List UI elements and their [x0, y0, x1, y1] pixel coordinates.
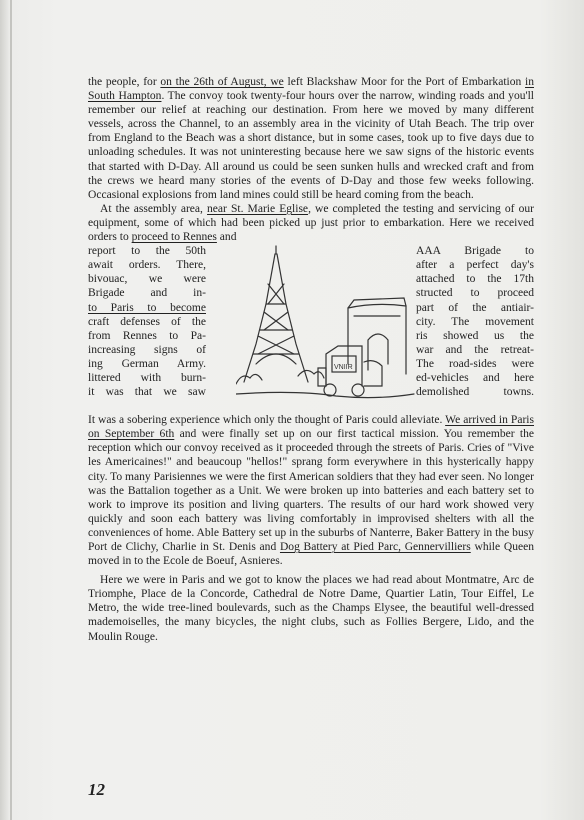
right-line: war and the retreat- — [416, 343, 534, 356]
underline-st-marie-eglise: near St. Marie Eglise — [207, 202, 309, 215]
right-line: part of the antiair- — [416, 301, 534, 314]
left-line: craft defenses of the — [88, 315, 206, 328]
underline-arrived-paris: We arrived in Paris on September 6th — [88, 414, 534, 441]
left-line: littered with burn- — [88, 371, 206, 384]
left-text-column — [88, 244, 206, 399]
right-text-column — [416, 244, 534, 399]
left-line: bivouac, we were — [88, 273, 206, 286]
left-line: Brigade and in- — [88, 287, 206, 300]
right-line: The road-sides were — [416, 357, 534, 370]
page-number: 12 — [88, 780, 105, 799]
left-line: to Paris to become — [88, 301, 206, 314]
right-line: after a perfect day's — [416, 259, 534, 272]
underline-dog-battery: Dog Battery at Pied Parc, Gennervilliers — [279, 540, 471, 553]
left-line: it was that we saw — [88, 386, 206, 399]
underline-south-hampton: in South Hampton — [88, 76, 534, 103]
right-line: AAA Brigade to — [416, 245, 534, 258]
body-text — [88, 75, 534, 644]
wrapped-text-with-illustration — [88, 244, 534, 413]
left-line: report to the 50th — [88, 245, 206, 258]
paragraph-3: It was a sobering experience which only the thought of Paris could alleviate. We arrived in Paris on September 6th and were finally set up on our first tactical mission. You remember the reception which our convoy received as it proceeded through the streets of Paris. Cries of "Vive les Americaines!" and beaucoup "hellos!" sprang form everywhere in this hysterically happy city. To many Parisiennes we were the first American soldiers that they had ever seen. No longer was the Battalion together as a Unit. We were broken up into batteries and each battery set to work to improve its position and living quarters. The results of our hard work showed very quickly and soon each battery was living comfortably in improvised shelters with all the conveniences of home. Able Battery set up in the suburbs of Nanterre, Baker Battery in the busy Port de Clichy, Charlie in St. Denis and Dog Battery at Pied Parc, Gennervilliers while Queen moved in to the Ecole de Boeuf, Asnieres. — [88, 414, 534, 568]
right-line: city. The movement — [416, 315, 534, 328]
eiffel-tower-truck-arch-sketch-icon — [236, 244, 416, 413]
right-line: attached to the 17th — [416, 273, 534, 286]
right-line: ed-vehicles and here — [416, 371, 534, 384]
left-line: increasing signs of — [88, 343, 206, 356]
paragraph-2: At the assembly area, near St. Marie Eglise, we completed the testing and servicing of our equipment, some of which had been picked up just prior to embarkation. Here we received orders to proceed to Rennes and — [88, 202, 534, 244]
page-fold-shadow — [10, 0, 12, 820]
right-line: demolished towns. — [416, 386, 534, 399]
left-line: ing German Army. — [88, 357, 206, 370]
paragraph-4: Here we were in Paris and we got to know the places we had read about Montmatre, Arc de Triomphe, Place de la Concorde, Cathedral de Notre Dame, Quartier Latin, Tour Eiffel, Le Metro, the wide tree-lined boulevards, such as the Champs Elysee, the beautiful well-dressed mademoiselles, the many bicycles, the night clubs, such as Follies Bergere, Lido, and the Moulin Rouge. — [88, 574, 534, 643]
underline-rennes: proceed to Rennes — [131, 231, 217, 244]
left-line: from Rennes to Pa- — [88, 329, 206, 342]
right-line: structed to proceed — [416, 287, 534, 300]
truck-label: VNIIR — [334, 364, 353, 372]
paragraph-1: the people, for on the 26th of August, we left Blackshaw Moor for the Port of Embarkation in South Hampton. The convoy took twenty-four hours over the narrow, winding roads and you'll remember our relief at reaching our destination. From here we moved by many different vessels, across the Channel, to an assembly area in the vicinity of Utah Beach. The trip over from England to the Beach was a short distance, but in some cases, took up to five days due to unloading schedules. It was not uninteresting because here we saw signs of the historic events that started with D-Day. All around us could be seen sunken hulls and wrecked craft and from the crews we heard many stories of the events of D-Day and those few weeks following. Occasional explosions from land mines could still be heard coming from the beach. — [88, 76, 534, 201]
left-line: await orders. There, — [88, 259, 206, 272]
underline-date: on the 26th of August, we — [160, 76, 284, 88]
right-line: ris showed us the — [416, 329, 534, 342]
